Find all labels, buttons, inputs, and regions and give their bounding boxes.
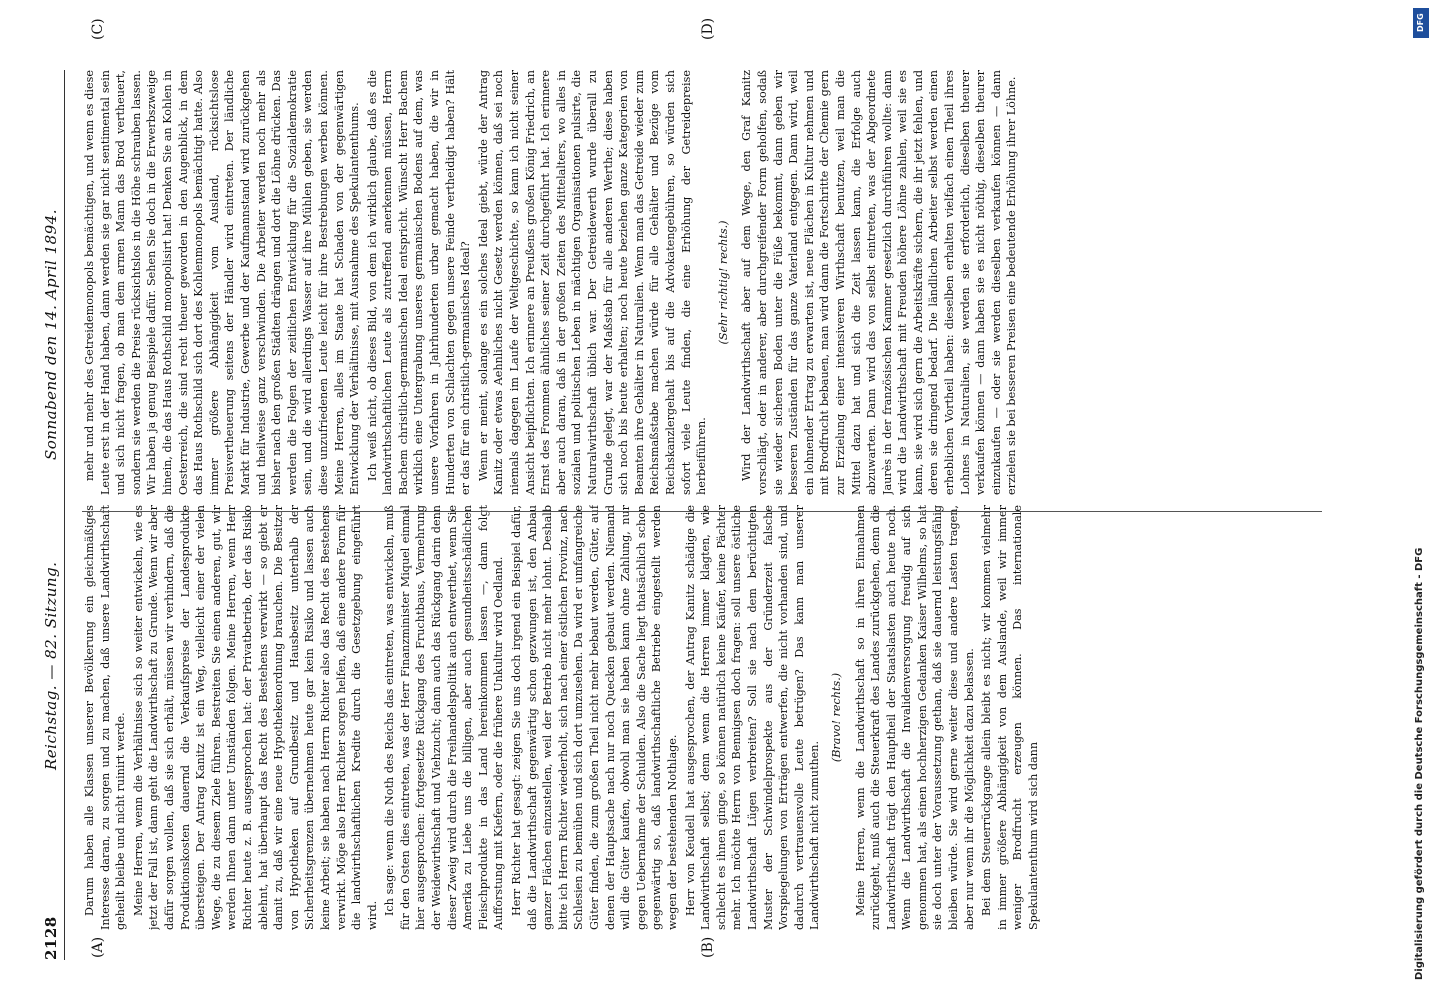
column-divider <box>82 511 1322 512</box>
interjection: (Sehr richtig! rechts.) <box>716 220 730 345</box>
paragraph: Herr Richter hat gesagt: zeigen Sie uns doch irgend ein Beispiel dafür, daß die Landwirthschaft gegenwärtig schon gezwungen ist, den Anbau ganzer Flächen einzustellen, weil der Betrieb nicht mehr lohnt. Deshalb bitte ich Herrn Richter wiederholt, sich nach einer östlichen Provinz, nach Schlesien zu bemühen und sich dort umzusehen. Da wird er umfangreiche Güter finden, die zum großen Theil nicht mehr bebaut werden, Güter, auf denen der Hauptsache nach nur noch Quecken gebaut werden. Niemand will die Güter kaufen, obwohl man sie haben kann ohne Zahlung, nur gegen Uebernahme der Schulden. Also die Sache liegt thatsächlich schon gegenwärtig so, daß landwirthschaftliche Betriebe eingestellt werden wegen der bestehenden Nothlage. <box>510 505 679 930</box>
right-column <box>82 70 1322 495</box>
paragraph: Meine Herren, wenn die Landwirthschaft so in ihren Einnahmen zurückgeht, muß auch die Steuerkraft des Landes zurückgehen, denn die Landwirthschaft trägt den Hauptheil der Staatslasten auch heute noch. Wenn die Landwirthschaft die Invalidenversorgung freudig auf sich genommen hat, als einen hochherzigen Gedanken Kaiser Wilhelms, so hat sie doch unter der Voraussetzung gethan, daß sie dauernd leistungsfähig bleiben würde. Sie wird gerne weiter diese und andere Lasten tragen, aber nur wenn ihr die Möglichkeit dazu belassen. <box>853 505 976 930</box>
margin-letter-b: (B) <box>700 936 716 958</box>
margin-letter-c: (C) <box>90 18 106 40</box>
header-rule <box>64 70 65 960</box>
paragraph: Wenn er meint, solange es ein solches Ideal giebt, würde der Antrag Kanitz oder etwas Aehnliches nicht Gesetz werden können, daß sei noch niemals dagegen im Laufe der Weltgeschichte, so kann ich nicht seiner Ansicht beipflichten. Ich erinnere an Preußens großen König Friedrich, an Ernst des Frommen ähnliches seiner Zeit durchgeführt hat. Ich erinnere aber auch daran, daß in der großen Zeiten des Mittelalters, wo alles in sozialen und politischen Leben in mächtigen Organisationen pulsirte, die Naturalwirthschaft üblich war. Der Getreidewerth wurde überall zu Grunde gelegt, war der Maßstab für alle anderen Werthe; diese haben sich noch bis heute erhalten; noch heute beziehen ganze Kategorien von Beamten ihre Gehälter in Naturalien. Wenn man das Getreide wieder zum Reichsmaßstabe machen würde für alle Gehälter und Bezüge vom Reichskanzlergehalt bis auf die Advokatengebühren, so würden sich sofort viele Leute finden, die eine Erhöhung der Getreidepreise herbeiführen. <box>476 70 709 495</box>
paragraph: mehr und mehr des Getreidemonopols bemächtigen, und wenn es diese Leute erst in der Hand haben, dann werden sie gar nicht sentimental sein und sich nicht fragen, ob man dem armen Mann das Brod vertheuert, sondern sie werden die Preise rücksichtslos in die Höhe schrauben lassen. Wir haben ja genug Beispiele dafür. Sehen Sie doch in die Erwerbszweige hinein, die das Haus Rothschild monopolisirt hat! Denken Sie an Kohlen in Oesterreich, die sind recht theuer geworden in den Augenblick, in dem das Haus Rothschild sich dort des Kohlenmonopols bemächtigt hatte. Also immer größere Abhängigkeit vom Ausland, rücksichtslose Preisvertheuerung seitens der Händler wird eintreten. Der ländliche Markt für Industrie, Gewerbe und der Kaufmannstand wird zurückgehen und theilweise ganz verschwinden. Die Arbeiter werden noch mehr als bisher nach den großen Städten drängen und dort die Löhne drücken. Das werden die Folgen der zeitlichen Entwicklung für die Sozialdemokratie sein, und die wird allerdings Wasser auf ihre Mühlen geben, sie werden diese unzufriedenen Leute leicht für ihre Bestrebungen werben können. Meine Herren, alles im Staate hat Schaden von der gegenwärtigen Entwicklung der Verhältnisse, mit Ausnahme des Spekulantenthums. <box>83 70 362 495</box>
interjection: (Bravo! rechts.) <box>829 672 843 763</box>
paragraph: Darum haben alle Klassen unserer Bevölkerung ein gleichmäßiges Interesse daran, zu sorgen und zu machen, daß unsere Landwirthschaft geheilt bleibe und nicht ruinirt werde. <box>83 505 128 930</box>
paragraph: Bei dem Steuerrückgange allein bleibt es nicht; wir kommen vielmehr in immer größere Abhängigkeit von dem Auslande, weil wir immer weniger Brodfrucht erzeugen können. Das internationale Spekulantenthum wird sich dann <box>980 505 1041 930</box>
left-column <box>82 505 1322 930</box>
page-header <box>42 70 70 960</box>
paragraph: Herr von Keudell hat ausgesprochen, der Antrag Kanitz schädige die Landwirthschaft selbst; denn wenn die Herren immer klagten, wie schlecht es ihnen ginge, so können natürlich keine Käufer, keine Pächter mehr. Ich möchte Herrn von Bennigsen doch fragen: soll unsere östliche Landwirthschaft Lügen verbreiten? Soll sie nach dem berüchtigten Muster der Schwindelprospekte aus der Gründerzeit falsche Vorspiegelungen von Erträgen entwerfen, die nicht vorhanden sind, und dadurch vertrauensvolle Leute betrügen? Das kann man unserer Landwirthschaft nicht zumuthen. <box>683 505 822 930</box>
page-number: 2128 <box>42 916 60 960</box>
paragraph: Ich sage: wenn die Noth des Reichs das eintreten, was entwickeln, muß für den Osten dies eintreten, was der Herr Finanzminister Miquel einmal hier ausgesprochen: fortgesetzte Rückgang des Fruchtbaus, Vermehrung der Weidewirthschaft und Viehzucht; dann auch das Rückgang darin denn dieser Zweig wird durch die Freihandelspolitik auch entwerthet, wenn Sie Amerika zu Liebe uns die billigen, aber auch gesundheitsschädlichen Fleischprodukte in das Land hereinkommen lassen —, dann folgt Aufforstung mit Kiefern, oder die frühere Unkultur wird Oedland. <box>383 505 506 930</box>
dfg-credit-text: Digitalisierung gefördert durch die Deutsche Forschungsgemeinschaft - DFG <box>1414 547 1425 980</box>
paragraph: Ich weiß nicht, ob dieses Bild, von dem ich wirklich glaube, daß es die landwirthschaftlichen Leute als zutreffend anerkennen müssen, Herrn Bachem christlich-germanischen Ideal entspricht. Wünscht Herr Bachem wirklich eine Untergrabung unseres germanischen Bodens auf dem, was unsere Vorfahren in Jahrhunderten urbar gemacht haben, die wir in Hunderten von Schlachten gegen unsere Feinde vertheidigt haben? Hält er das für ein christlich-germanisches Ideal? <box>365 70 473 495</box>
paragraph: Meine Herren, wenn die Verhältnisse sich so weiter entwickeln, wie es jetzt der Fall ist, dann geht die Landwirthschaft zu Grunde. Wenn wir aber dafür sorgen wollen, daß sie sich erhält, müssen wir verhindern, daß die Produktionskosten dauernd die Verkaufspreise der Landesprodukte übersteigen. Der Antrag Kanitz ist ein Weg, vielleicht einer der vielen Wege, die zu diesem Ziele führen. Bestreiten Sie einen anderen, gut, wir werden Ihnen dann unter Umständen folgen. Meine Herren, wenn Herr Richter heute z. B. ausgesprochen hat: der Privatbetrieb, der das Risiko ablehnt, hat überhaupt das Recht des Bestehens verwirkt — so giebt er damit zu, daß wir eine neue Hypothekenordnung brauchen. Die Besitzer von Hypotheken auf Grundbesitz und Hausbesitz unterhalb der Sicherheitsgrenzen übernehmen heute gar kein Risiko und lassen auch keine Arbeit; sie haben nach Herrn Richter also das Recht des Bestehens verwirkt. Möge also Herr Richter sorgen helfen, daß eine andere Form für die landwirthschaftlichen Kredite durch die Gesetzgebung eingeführt wird. <box>131 505 379 930</box>
session-date: Sonnabend den 14. April 1894. <box>42 208 60 460</box>
paragraph: Wird der Landwirthschaft aber auf dem Wege, den Graf Kanitz vorschlägt, oder in anderer, aber durchgreifender Form geholfen, sodaß sie wieder sicheren Boden unter die Füße bekommt, dann geben wir besseren Zuständen für das ganze Vaterland entgegen. Dann wird, weil ein lohnender Ertrag zu erwarten ist, neue Flächen in Kultur nehmen und mit Brodfrucht bebauen, man wird dann die Fortschritte der Chemie gern zur Erzielung einer intensiveren Wirthschaft benutzen, weil man die Mittel dazu hat und sich die Zeit lassen kann, die Erfolge auch abzuwarten. Dann wird das von selbst eintreten, was der Abgeordnete Jaurès in der französischen Kammer gesetzlich durchführen wollte: dann wird die Landwirthschaft mit Freuden höhere Löhne zahlen, weil sie es kann, sie wird sich gern die Arbeitskräfte sichern, die ihr jetzt fehlen, und deren sie dringend bedarf. Die ländlichen Arbeiter selbst werden einen erheblichen Vortheil haben: dieselben erhalten vielfach einen Theil ihres Lohnes in Naturalien, sie werden sie erforderlich, dieselben theurer verkaufen können — dann haben sie es nicht nöthig, dieselben theurer einzukaufen — oder sie werden dieselben verkaufen können — dann erzielen sie bei besseren Preisen eine bedeutende Erhöhung ihrer Löhne. <box>740 70 1019 495</box>
margin-letter-d: (D) <box>700 17 716 40</box>
dfg-logo: DFG <box>1413 8 1429 38</box>
margin-letter-a: (A) <box>90 936 106 958</box>
running-title: Reichstag. — 82. Sitzung. <box>42 561 60 770</box>
dfg-credit-strip <box>1410 0 1432 1000</box>
